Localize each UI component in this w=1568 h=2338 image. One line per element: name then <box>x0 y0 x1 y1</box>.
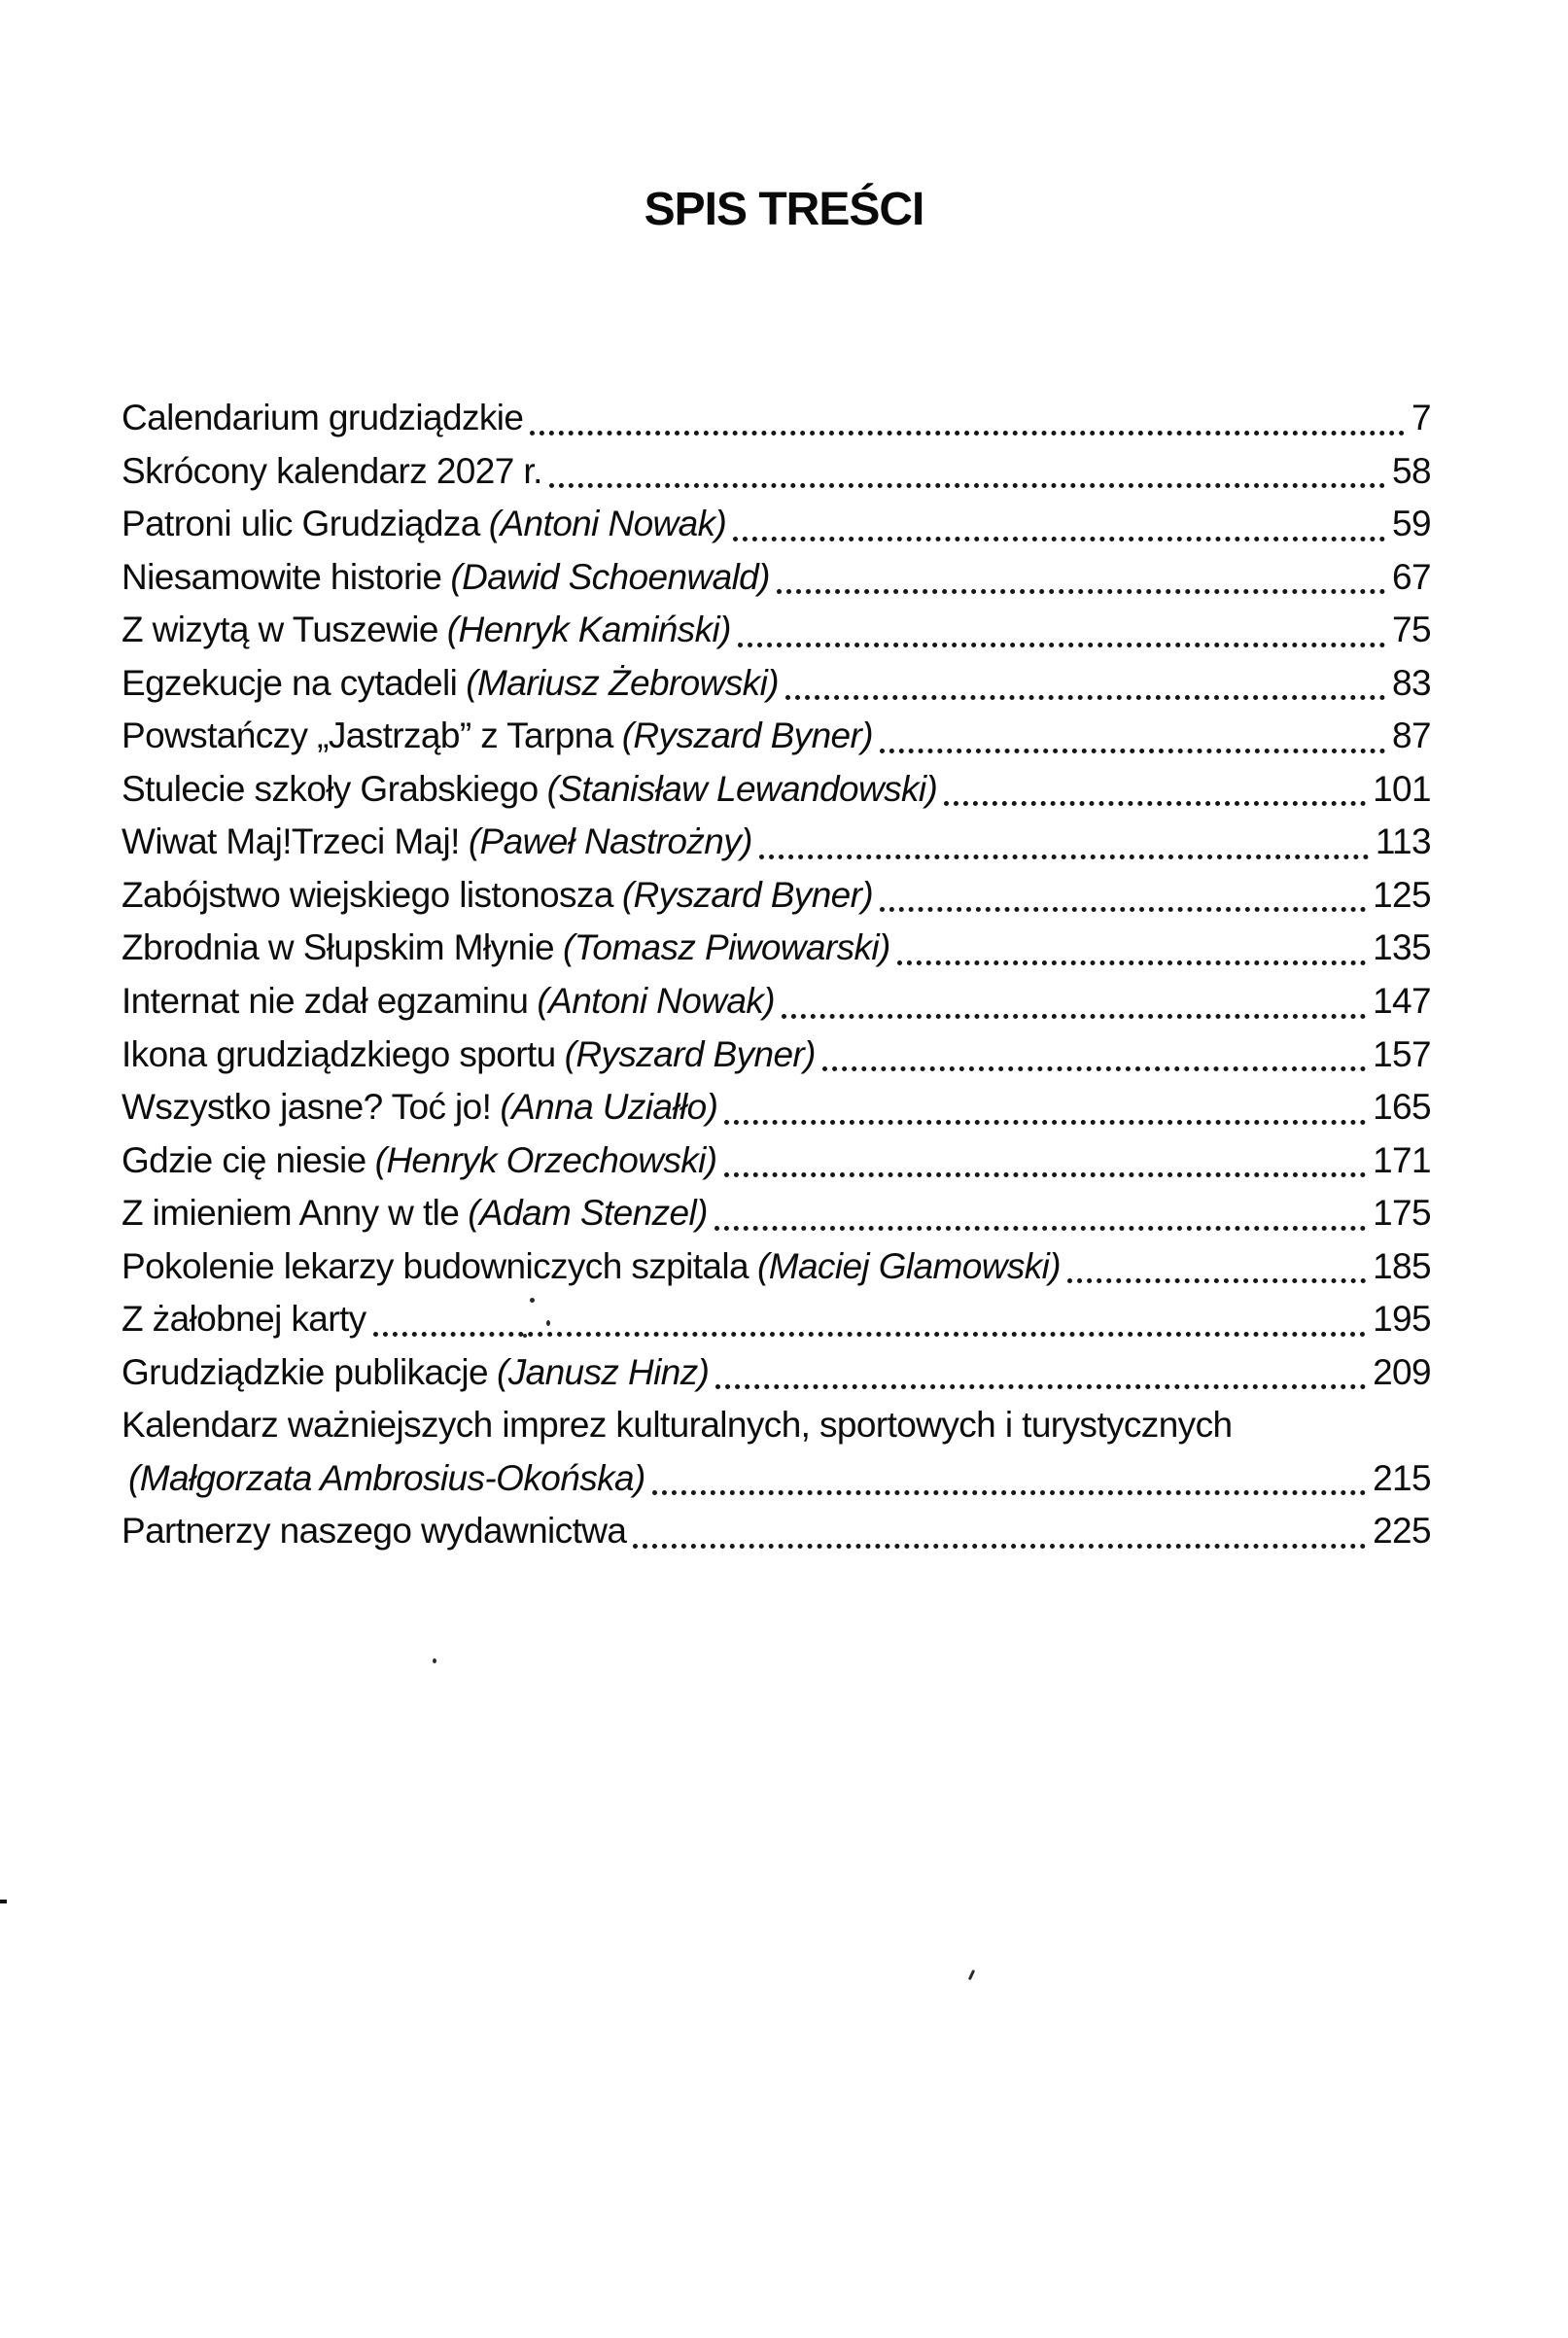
toc-entry-author: (Henryk Orzechowski) <box>374 1139 717 1180</box>
toc-entry-title: Calendarium grudziądzkie <box>122 398 524 437</box>
page-number: 7 <box>1411 398 1431 437</box>
toc-entry-title: Kalendarz ważniejszych imprez kulturalnych, sportowych i turystycznych <box>122 1405 1233 1446</box>
leader-dots <box>652 1490 1366 1495</box>
page-number: 195 <box>1373 1299 1431 1340</box>
leader-dots <box>549 483 1385 488</box>
toc-entry-title: Z wizytą w Tuszewie <box>122 610 438 650</box>
toc-entry-author: (Małgorzata Ambrosius-Okońska) <box>128 1457 645 1498</box>
toc-entry-author: (Mariusz Żebrowski) <box>466 662 779 703</box>
page-number: 75 <box>1392 610 1431 650</box>
toc-entry <box>122 869 1431 923</box>
toc-entry <box>122 922 1431 975</box>
leader-dots <box>724 1120 1366 1125</box>
toc-entry-author: (Henryk Kamiński) <box>446 610 731 650</box>
leader-dots <box>822 1066 1366 1071</box>
toc-entry <box>122 604 1431 657</box>
toc-entry-author: (Anna Uziałło) <box>500 1087 718 1128</box>
toc-entry <box>122 1029 1431 1082</box>
leader-dots <box>724 1172 1367 1177</box>
page-number: 135 <box>1373 927 1431 968</box>
leader-dots <box>777 589 1385 594</box>
leader-dots <box>714 1226 1366 1231</box>
scan-speck <box>433 1658 436 1663</box>
page-title: SPIS TREŚCI <box>644 184 924 235</box>
toc-entry-author: (Antoni Nowak) <box>488 504 727 544</box>
toc-entry-title: Zabójstwo wiejskiego listonosza <box>122 874 613 915</box>
toc-entry-author: (Maciej Glamowski) <box>757 1245 1061 1286</box>
leader-dots <box>759 855 1369 859</box>
toc-entry-title: Powstańczy „Jastrząb” z Tarpna <box>122 715 613 756</box>
toc-entry-title: Stulecie szkoły Grabskiego <box>122 768 539 809</box>
toc-entry <box>122 445 1431 499</box>
toc-entry-author: (Paweł Nastrożny) <box>468 821 752 862</box>
toc-entry-title: Internat nie zdał egzaminu <box>122 981 529 1022</box>
toc-entry-author: (Tomasz Piwowarski) <box>563 927 890 968</box>
page-number: 58 <box>1392 450 1431 491</box>
toc-entry-title: Z imieniem Anny w tle <box>122 1193 460 1234</box>
toc-entry-title: Patroni ulic Grudziądza <box>122 504 480 544</box>
toc-entry-author: (Stanisław Lewandowski) <box>546 768 938 809</box>
toc-entry-author: (Janusz Hinz) <box>496 1351 710 1392</box>
toc-entry-title: Pokolenie lekarzy budowniczych szpitala <box>122 1245 749 1286</box>
toc-entry-title: Gdzie cię niesie <box>122 1139 366 1180</box>
page-number: 67 <box>1392 556 1431 597</box>
leader-dots <box>530 431 1405 436</box>
toc-entry-author: (Ryszard Byner) <box>564 1033 816 1074</box>
leader-dots <box>944 801 1366 806</box>
page-number: 83 <box>1392 662 1431 703</box>
page-number: 185 <box>1373 1245 1431 1286</box>
leader-dots <box>733 537 1385 541</box>
toc-entry <box>122 1134 1431 1188</box>
toc-entry <box>122 1240 1431 1294</box>
toc-entry <box>122 1081 1431 1134</box>
toc-entry-title: Niesamowite historie <box>122 556 442 597</box>
toc-entry <box>122 498 1431 551</box>
leader-dots <box>715 1384 1366 1389</box>
toc-entry <box>122 392 1431 445</box>
leader-dots <box>785 695 1385 700</box>
toc-entry-title: Ikona grudziądzkiego sportu <box>122 1033 556 1074</box>
leader-dots <box>738 643 1385 647</box>
toc-entry-title: Wszystko jasne? Toć jo! <box>122 1087 492 1128</box>
page-number: 59 <box>1392 504 1431 544</box>
leader-dots <box>782 1014 1366 1019</box>
scan-speck <box>530 1298 535 1303</box>
page-number: 175 <box>1373 1193 1431 1234</box>
page-number: 209 <box>1373 1351 1431 1392</box>
toc-entry <box>122 657 1431 711</box>
scan-speck <box>523 1334 527 1338</box>
toc-list <box>122 392 1431 1558</box>
toc-entry <box>122 1452 1431 1506</box>
toc-entry <box>122 1505 1431 1558</box>
leader-dots <box>880 907 1366 912</box>
page-number: 147 <box>1373 981 1431 1022</box>
toc-entry <box>122 1399 1431 1452</box>
toc-entry-title: Partnerzy naszego wydawnictwa <box>122 1511 627 1552</box>
toc-entry-author: (Ryszard Byner) <box>621 715 873 756</box>
page-number: 113 <box>1375 821 1431 862</box>
toc-entry <box>122 1346 1431 1400</box>
toc-entry-title: Egzekucje na cytadeli <box>122 662 458 703</box>
toc-entry <box>122 1187 1431 1240</box>
toc-entry <box>122 710 1431 763</box>
leader-dots <box>633 1544 1366 1549</box>
leader-dots <box>897 960 1366 965</box>
scan-speck <box>968 1970 975 1980</box>
scan-edge-mark <box>0 1900 7 1903</box>
page-number: 157 <box>1373 1033 1431 1074</box>
toc-entry-author: (Dawid Schoenwald) <box>450 556 770 597</box>
toc-entry <box>122 816 1431 869</box>
toc-entry-title: Wiwat Maj!Trzeci Maj! <box>122 821 460 862</box>
page-number: 165 <box>1373 1087 1431 1128</box>
page-number: 125 <box>1373 874 1431 915</box>
scan-speck <box>546 1320 550 1326</box>
page-number: 215 <box>1373 1457 1431 1498</box>
page-number: 171 <box>1373 1139 1431 1180</box>
toc-entry <box>122 763 1431 817</box>
toc-entry <box>122 1293 1431 1346</box>
toc-entry-author: (Ryszard Byner) <box>621 874 874 915</box>
toc-entry-title: Zbrodnia w Słupskim Młynie <box>122 927 555 968</box>
page-number: 87 <box>1392 715 1431 756</box>
leader-dots <box>1067 1278 1366 1283</box>
page-number: 101 <box>1373 768 1431 809</box>
toc-entry-author: (Antoni Nowak) <box>537 981 775 1022</box>
toc-entry <box>122 975 1431 1029</box>
toc-entry <box>122 551 1431 605</box>
leader-dots <box>880 749 1385 753</box>
toc-entry-title: Z żałobnej karty <box>122 1299 366 1340</box>
toc-entry-author: (Adam Stenzel) <box>468 1193 708 1234</box>
page-number: 225 <box>1373 1511 1431 1552</box>
toc-entry-title: Grudziądzkie publikacje <box>122 1351 488 1392</box>
leader-dots <box>373 1332 1366 1337</box>
toc-entry-title: Skrócony kalendarz 2027 r. <box>122 450 542 491</box>
